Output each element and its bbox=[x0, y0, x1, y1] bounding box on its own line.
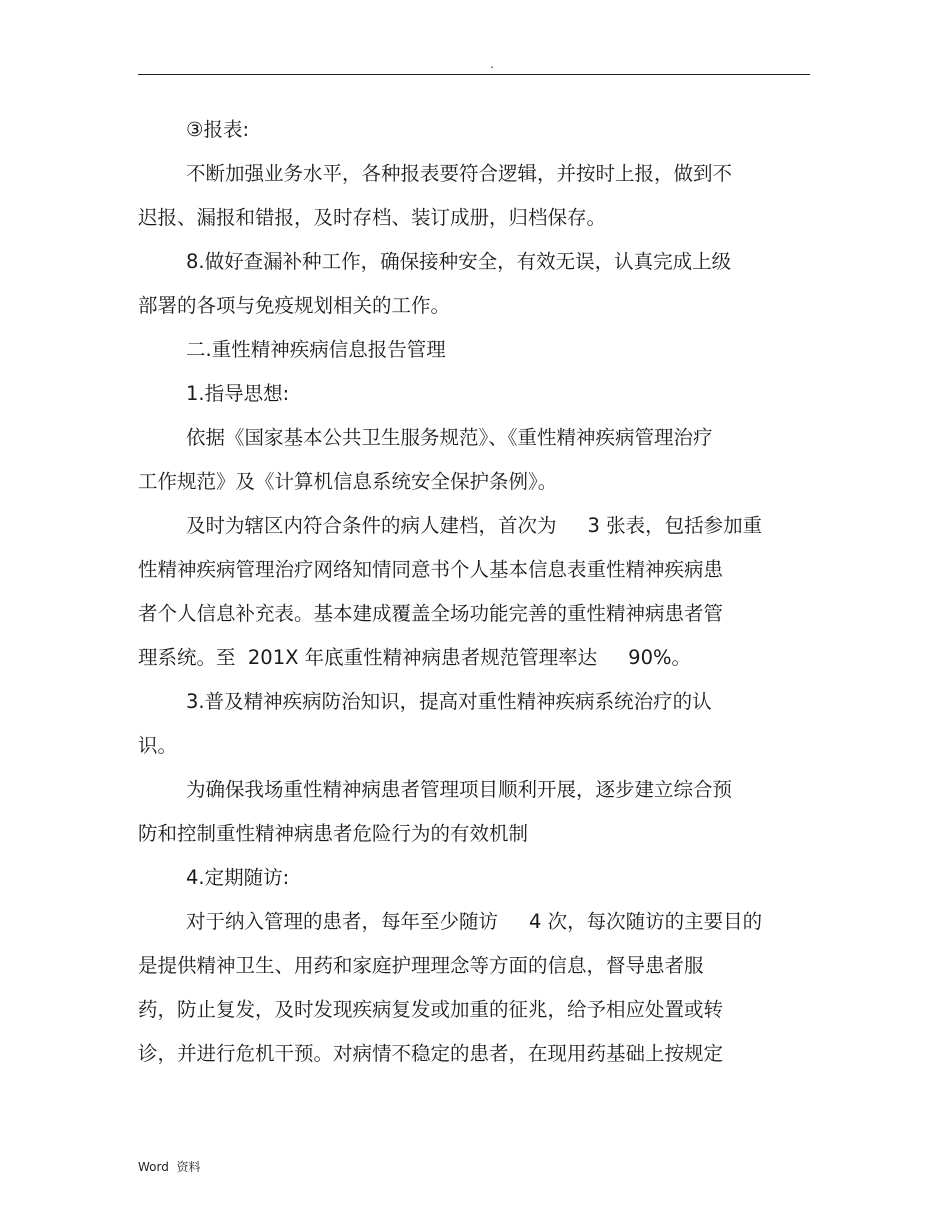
text-line: 为确保我场重性精神病患者管理项目顺利开展，逐步建立综合预 bbox=[186, 778, 733, 801]
text-line: 对于纳入管理的患者，每年至少随访 4 次，每次随访的主要目的 bbox=[186, 910, 763, 933]
text-line: 及时为辖区内符合条件的病人建档，首次为 3 张表，包括参加重 bbox=[186, 514, 763, 537]
text-line: 部署的各项与免疫规划相关的工作。 bbox=[138, 294, 451, 317]
text-line: 理系统。至 201X 年底重性精神病患者规范管理率达 90%。 bbox=[138, 646, 692, 669]
header-mark: . bbox=[490, 57, 494, 71]
text-line: 识。 bbox=[138, 734, 178, 757]
section-heading: 二.重性精神疾病信息报告管理 bbox=[186, 338, 446, 361]
text-line: 是提供精神卫生、用药和家庭护理理念等方面的信息，督导患者服 bbox=[138, 954, 704, 977]
footer-label: Word 资料 bbox=[138, 1160, 201, 1174]
header-rule bbox=[138, 74, 810, 75]
text-line: 迟报、漏报和错报，及时存档、装订成册，归档保存。 bbox=[138, 206, 607, 229]
text-line: 药，防止复发，及时发现疾病复发或加重的征兆，给予相应处置或转 bbox=[138, 998, 724, 1021]
subheading: 3.普及精神疾病防治知识，提高对重性精神疾病系统治疗的认 bbox=[186, 690, 712, 713]
text-line: 性精神疾病管理治疗网络知情同意书个人基本信息表重性精神疾病患 bbox=[138, 558, 724, 581]
subheading: 4.定期随访: bbox=[186, 866, 290, 889]
text-line: 工作规范》及《计算机信息系统安全保护条例》。 bbox=[138, 470, 558, 493]
text-line: 防和控制重性精神病患者危险行为的有效机制 bbox=[138, 822, 529, 845]
text-line: 8.做好查漏补种工作，确保接种安全，有效无误，认真完成上级 bbox=[186, 250, 732, 273]
text-line: 不断加强业务水平，各种报表要符合逻辑，并按时上报，做到不 bbox=[186, 162, 733, 185]
text-line: 诊，并进行危机干预。对病情不稳定的患者，在现用药基础上按规定 bbox=[138, 1042, 724, 1065]
text-line: ③报表: bbox=[186, 118, 250, 141]
text-line: 依据《国家基本公共卫生服务规范》、《重性精神疾病管理治疗 bbox=[186, 426, 713, 449]
subheading: 1.指导思想: bbox=[186, 382, 290, 405]
text-line: 者个人信息补充表。基本建成覆盖全场功能完善的重性精神病患者管 bbox=[138, 602, 724, 625]
